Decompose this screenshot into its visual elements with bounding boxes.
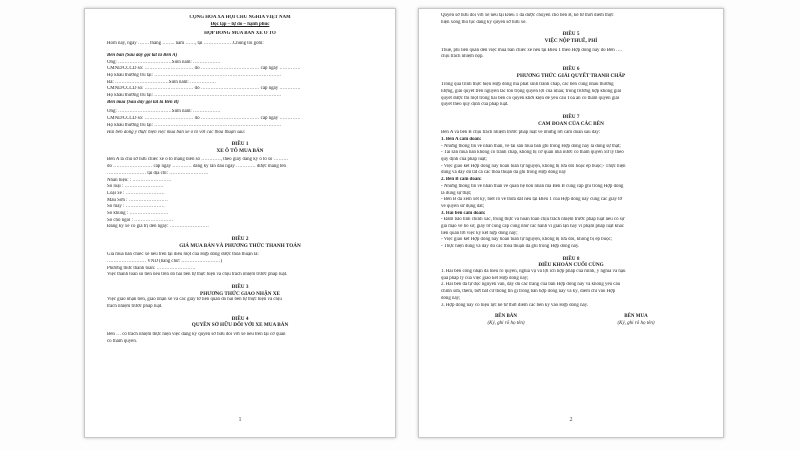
seller-label: BÊN BÁN bbox=[494, 314, 518, 320]
paragraph-line: - Việc giao kết Hợp đồng này hoàn toàn tự nguyện, không bị lừa dối, không bị ép buộc; bbox=[441, 237, 613, 243]
article-5-heading: ĐIỀU 5 bbox=[562, 31, 580, 38]
paragraph-line: Hộ khẩu thường trú tại: …………………………………………………………………… bbox=[107, 72, 282, 78]
paragraph-line: Ông: ……………………………Sinh năm: …………….. bbox=[107, 59, 220, 65]
paragraph-line: Việc giao nhận tiền, giao nhận xe và các giấy tờ liên quan do hai bên tự thực hiện và chịu bbox=[107, 297, 282, 303]
seller-note: (Ký, ghi rõ họ tên) bbox=[487, 321, 525, 327]
paragraph-line: Nhãn hiệu: : …………………… bbox=[107, 177, 172, 183]
paragraph-line: quyết được thì một trong hai bên có quyền khởi kiện để yêu cầu Tòa án có thẩm quyền giải bbox=[441, 95, 620, 101]
paragraph-line: Hai bên đồng ý thực hiện việc mua bán xe ô tô với các thỏa thuận sau: bbox=[107, 129, 246, 135]
document-page-1 bbox=[84, 8, 396, 438]
paragraph-line: quyết theo quy định của pháp luật. bbox=[441, 102, 509, 108]
article-8-heading: ĐIỀU 8 bbox=[562, 255, 580, 262]
paragraph-line: - Tài sản mua bán không có tranh chấp, không bị cơ quan nhà nước có thẩm quyền xử lý theo bbox=[441, 150, 624, 156]
seller-signature bbox=[487, 314, 524, 328]
article-7-heading: ĐIỀU 7 bbox=[562, 114, 580, 120]
party-heading-buyer: Bên mua (Sau đây gọi tắt là Bên B) bbox=[107, 99, 179, 105]
paragraph-line: - Bên B đã xem xét kỹ, biết rõ về thửa đất nêu tại Điều 1 của Hợp đồng này cùng các giấy tờ bbox=[441, 197, 623, 203]
article-4-title: QUYỀN SỞ HỮU ĐỐI VỚI XE MUA BÁN bbox=[191, 322, 289, 329]
paragraph-line: có thẩm quyền. bbox=[107, 338, 138, 344]
paragraph-line: đúng và đầy đủ tất cả các thỏa thuận đã ghi trong Hợp đồng này bbox=[441, 170, 567, 176]
paragraph-line: Bà: ……………………………Sinh năm: ……………. bbox=[107, 79, 216, 85]
buyer-note: (Ký, ghi rõ họ tên) bbox=[617, 321, 655, 327]
country-name: CỘNG HÒA XÃ HỘI CHỦ NGHĨA VIỆT NAM bbox=[189, 15, 291, 20]
paragraph-line: Số máy : …………………… bbox=[107, 204, 165, 210]
paragraph-line: Bên A là chủ sở hữu chiếc xe ô tô mang biển số …………, theo giấy đăng ký ô tô số ……… bbox=[107, 157, 289, 163]
paragraph-line: lượng, giải quyết trên nguyên tắc tôn trọng quyền lợi của nhau; trong trường hợp không giải bbox=[441, 88, 622, 94]
paragraph-line: Giá mua bán chiếc xe nêu trên tại điều một của Hợp đồng được thỏa thuận là: bbox=[107, 252, 259, 258]
article-6-heading: ĐIỀU 6 bbox=[562, 66, 580, 72]
paragraph-line: trách nhiệm trước pháp luật. bbox=[107, 304, 163, 310]
article-7-title: CAM ĐOAN CỦA CÁC BÊN bbox=[538, 120, 604, 127]
paragraph-line: Số chỗ ngồi : …………………… bbox=[107, 217, 174, 223]
buyer-signature bbox=[617, 314, 654, 328]
subsection-heading: 1. Bên A cam đoan: bbox=[441, 136, 482, 142]
paragraph-line: CMND/CCCD số: ………………………… do ……………………………… cấp ngày …………. bbox=[107, 66, 301, 72]
paragraph-line: quả pháp lý của việc giao kết Hợp đồng này; bbox=[441, 275, 529, 281]
document-page-2 bbox=[418, 8, 724, 438]
party-heading-seller: Bên bán (Sau đây gọi tắt là Bên A) bbox=[107, 52, 178, 58]
subsection-heading: 3. Hai bên cam đoan: bbox=[441, 210, 486, 216]
national-motto: Độc lập – tự do – hạnh phúc bbox=[210, 21, 270, 27]
paragraph-line: Ông: ……………………………Sinh năm: …………….. bbox=[107, 109, 220, 115]
article-3-title: PHƯƠNG THỨC GIAO NHẬN XE bbox=[200, 290, 280, 297]
article-8-title: ĐIỀU KHOẢN CUỐI CÙNG bbox=[538, 262, 604, 269]
paragraph-line: là đúng sự thật; bbox=[441, 190, 472, 196]
paragraph-line: 1. Hai bên công nhận đã hiểu rõ quyền, nghĩa vụ và lợi ích hợp pháp của mình, ý nghĩa và hậu bbox=[441, 269, 626, 275]
paragraph-line: - Đảm bảo tính chính xác, trung thực và hoàn toàn chịu trách nhiệm trước pháp luật nếu có sự bbox=[441, 217, 625, 223]
paragraph-line: Hộ khẩu thường trú tại: …………………………………………………………………… bbox=[107, 93, 282, 99]
paragraph-line: Bên … có trách nhiệm thực hiện việc đăng ký quyền sở hữu đối với xe nêu trên tại cơ quan bbox=[107, 331, 286, 337]
article-1-title: XE Ô TÔ MUA BÁN bbox=[216, 147, 264, 154]
paragraph-line: Đăng ký xe có giá trị đến ngày: …………………… bbox=[107, 224, 209, 230]
paragraph-line: Bên A và bên B chịu trách nhiệm trước pháp luật về những lời cam đoan sau đây: bbox=[441, 130, 601, 136]
paragraph-line: Hôm nay, ngày ……. tháng …….. năm ……, tại ………………Chúng tôi gồm: bbox=[107, 41, 264, 47]
paragraph-line: Phương thức thanh toán: …………………… bbox=[107, 265, 196, 271]
paragraph-line: - Việc giao kết Hợp đồng này hoàn toàn tự nguyện, không bị lừa dối hoặc ép buộc;- Thực hiện bbox=[441, 163, 626, 169]
article-6-title: PHƯƠNG THỨC GIẢI QUYẾT TRANH CHẤP bbox=[516, 72, 626, 79]
paragraph-line: CMND/CCCD số: ………………………… do ……………………………… cấp ngày …………. bbox=[107, 116, 301, 122]
paragraph-line: Số khung : …………………… bbox=[107, 211, 169, 217]
article-3-heading: ĐIỀU 3 bbox=[231, 284, 249, 291]
paragraph-line: đồng này; bbox=[441, 295, 461, 301]
paragraph-line: 2. Hai bên đã tự đọc nguyên văn, đầy đủ các trang của bản Hợp đồng này và không yêu cầu bbox=[441, 282, 621, 288]
article-5-title: VIỆC NỘP THUẾ, PHÍ bbox=[544, 38, 598, 44]
buyer-label: BÊN MUA bbox=[624, 314, 648, 320]
paragraph-line: hiện xong thủ tục đăng ký quyền sở hữu xe. bbox=[441, 19, 527, 25]
paragraph-line: - Những thông tin về nhân thân về quan hệ hôn nhân mà Bên B cung cấp ghi trong Hợp đồng bbox=[441, 183, 624, 189]
paragraph-line: …………………… tại địa chỉ: …………………… bbox=[107, 170, 209, 176]
paragraph-line: Màu Sơn : …………………… bbox=[107, 197, 168, 203]
paragraph-line: về quyền sử dụng đất; bbox=[441, 203, 485, 209]
signature-block bbox=[441, 314, 701, 328]
paragraph-line: - Thực hiện đúng và đầy đủ các thỏa thuận đã ghi trong Hợp đồng này. bbox=[441, 244, 580, 250]
paragraph-line: Hộ khẩu thường trú tại: …………………………………………………………………… bbox=[107, 122, 282, 128]
paragraph-line: quy định của pháp luật; bbox=[441, 157, 487, 162]
paragraph-line: Thuế, phí liên quan đến việc mua bán chiếc xe nêu tại Điều 1 theo Hợp đồng này do Bên …. bbox=[441, 47, 623, 53]
article-1-heading: ĐIỀU 1 bbox=[231, 141, 249, 148]
paragraph-line: CMND/CCCD số: ………………………… do ……………………………… cấp ngày …………. bbox=[107, 86, 301, 92]
paragraph-line: Trong quá trình thực hiện Hợp đồng mà phát sinh tranh chấp, các bên cùng nhau thương bbox=[441, 82, 614, 88]
article-2-title: GIÁ MUA BÁN VÀ PHƯƠNG THỨC THANH TOÁN bbox=[179, 242, 301, 249]
paragraph-line: giả mạo về hồ sơ, giấy tờ cung cấp cũng như các hành vi gian lận hay vi phạm pháp luật khác bbox=[441, 224, 625, 230]
paragraph-line: 3. Hợp đồng này có hiệu lực kể từ thời điểm các bên ký vào Hợp đồng này. bbox=[441, 302, 589, 308]
paragraph-line: Quyền sở hữu đối với xe nêu tại Điều 1 đã được chuyển cho bên B, kể từ thời điểm thực bbox=[441, 13, 614, 18]
paragraph-line: liên quan tới việc ký kết hợp đồng này; bbox=[441, 230, 518, 236]
contract-title: HỢP ĐỒNG MUA BÁN XE Ô TÔ bbox=[204, 31, 276, 37]
subsection-heading: 2. Bên B cam đoan: bbox=[441, 177, 482, 183]
article-2-heading: ĐIỀU 2 bbox=[231, 236, 249, 243]
paragraph-line: Việc thanh toán số tiền nêu trên do hai bên tự thực hiện và chịu trách nhiệm trước pháp luật. bbox=[107, 272, 288, 278]
paragraph-line: chỉnh sửa, thêm, bớt bất cứ thông tin gì trong bản hợp đồng này và ký, điểm chỉ vào Hợp bbox=[441, 289, 616, 295]
page-number: 1 bbox=[238, 417, 242, 423]
paragraph-line: chịu trách nhiệm nộp. bbox=[441, 54, 484, 60]
paragraph-line: Loại xe : …………………… bbox=[107, 190, 165, 196]
page-number: 2 bbox=[569, 417, 573, 423]
paragraph-line: Số loại : …………………… bbox=[107, 184, 164, 190]
paragraph-line: …………………… VND (bằng chữ: ……………………) bbox=[107, 259, 223, 265]
paragraph-line: do …………………… cấp ngày ………… đăng ký lần đầu ngày ………… được mang tên bbox=[107, 164, 286, 170]
paragraph-line: - Những thông tin về nhân thân, về tài sản mua bán ghi trong Hợp đồng này là đúng sự thật; bbox=[441, 143, 621, 149]
article-4-heading: ĐIỀU 4 bbox=[231, 315, 249, 322]
